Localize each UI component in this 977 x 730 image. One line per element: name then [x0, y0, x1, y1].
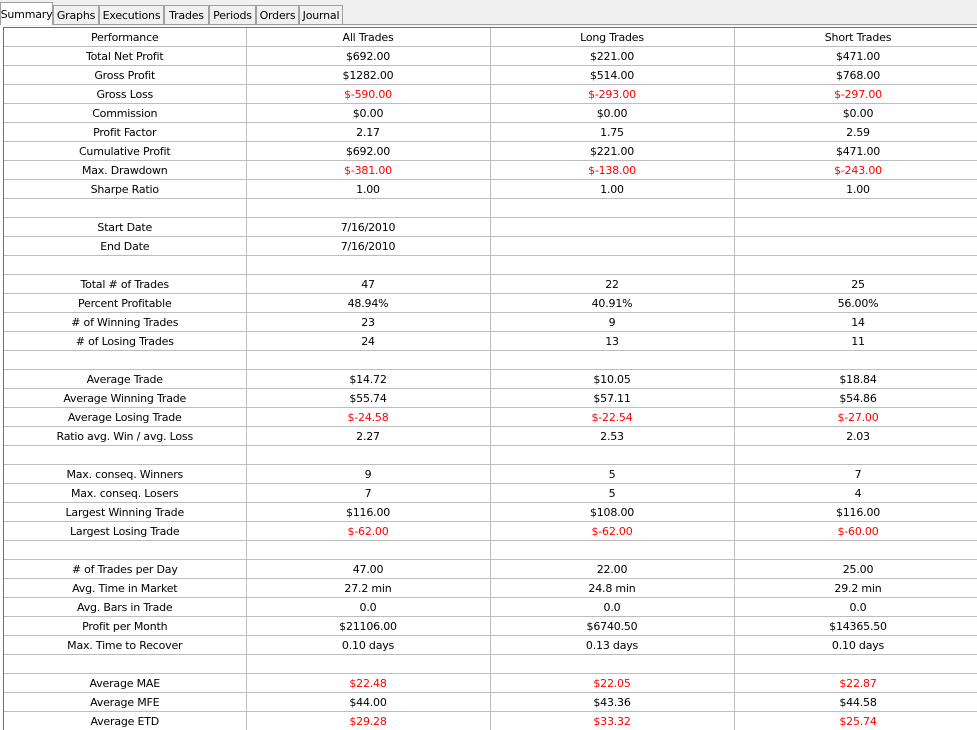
metric-value: $18.84 [734, 370, 977, 389]
metric-label: Average MFE [4, 693, 246, 712]
tab-bar-divider [0, 24, 977, 25]
table-row[interactable] [4, 674, 977, 693]
metric-label: Max. conseq. Losers [4, 484, 246, 503]
metric-value [734, 351, 977, 370]
metric-label: Profit Factor [4, 123, 246, 142]
metric-value: 9 [490, 313, 734, 332]
metric-value: 5 [490, 484, 734, 503]
metric-value: 1.00 [734, 180, 977, 199]
metric-value: $116.00 [246, 503, 490, 522]
metric-value: $22.87 [734, 674, 977, 693]
metric-value: $-297.00 [734, 85, 977, 104]
metric-label: Gross Loss [4, 85, 246, 104]
metric-value: $-590.00 [246, 85, 490, 104]
tab-periods[interactable]: Periods [209, 5, 256, 24]
metric-label: Gross Profit [4, 66, 246, 85]
metric-label: Percent Profitable [4, 294, 246, 313]
metric-value: 2.59 [734, 123, 977, 142]
metric-value: $-381.00 [246, 161, 490, 180]
metric-label [4, 655, 246, 674]
metric-label: Total # of Trades [4, 275, 246, 294]
metric-value [734, 655, 977, 674]
metric-label: Cumulative Profit [4, 142, 246, 161]
metric-value [734, 237, 977, 256]
metric-label: Largest Winning Trade [4, 503, 246, 522]
metric-value: $-293.00 [490, 85, 734, 104]
table-row[interactable] [4, 636, 977, 655]
table-row[interactable] [4, 503, 977, 522]
table-row[interactable] [4, 427, 977, 446]
metric-value: $0.00 [246, 104, 490, 123]
metric-value: $-138.00 [490, 161, 734, 180]
metric-label: Average Winning Trade [4, 389, 246, 408]
metric-value [490, 199, 734, 218]
table-row[interactable] [4, 351, 977, 370]
metric-value [734, 218, 977, 237]
metric-value: $55.74 [246, 389, 490, 408]
metric-value [490, 446, 734, 465]
metric-value [734, 541, 977, 560]
metric-value [734, 199, 977, 218]
metric-value: $-27.00 [734, 408, 977, 427]
metric-value: $-22.54 [490, 408, 734, 427]
metric-value: $57.11 [490, 389, 734, 408]
metric-value: 24 [246, 332, 490, 351]
metric-value: $25.74 [734, 712, 977, 730]
performance-table [4, 28, 977, 730]
metric-value: $33.32 [490, 712, 734, 730]
table-row[interactable] [4, 85, 977, 104]
tab-trades[interactable]: Trades [164, 5, 209, 24]
table-row[interactable] [4, 560, 977, 579]
header-row [4, 28, 977, 47]
table-row[interactable] [4, 66, 977, 85]
metric-value: $22.48 [246, 674, 490, 693]
metric-label: Max. Drawdown [4, 161, 246, 180]
column-header[interactable]: All Trades [246, 28, 490, 47]
metric-value: $108.00 [490, 503, 734, 522]
metric-value: $44.00 [246, 693, 490, 712]
metric-label: Sharpe Ratio [4, 180, 246, 199]
metric-value: 4 [734, 484, 977, 503]
metric-value: $-60.00 [734, 522, 977, 541]
metric-value: $768.00 [734, 66, 977, 85]
metric-value: 11 [734, 332, 977, 351]
metric-label: Start Date [4, 218, 246, 237]
metric-label: Max. Time to Recover [4, 636, 246, 655]
metric-value: 1.00 [490, 180, 734, 199]
metric-label [4, 199, 246, 218]
metric-value: 25.00 [734, 560, 977, 579]
table-row[interactable] [4, 199, 977, 218]
metric-value: $44.58 [734, 693, 977, 712]
metric-value: 0.0 [246, 598, 490, 617]
table-row[interactable] [4, 446, 977, 465]
metric-value: 7 [734, 465, 977, 484]
metric-value: 29.2 min [734, 579, 977, 598]
metric-label: Total Net Profit [4, 47, 246, 66]
metric-value: $-243.00 [734, 161, 977, 180]
metric-value: $116.00 [734, 503, 977, 522]
table-row[interactable] [4, 598, 977, 617]
metric-value: $221.00 [490, 47, 734, 66]
table-row[interactable] [4, 617, 977, 636]
metric-value: 7/16/2010 [246, 237, 490, 256]
metric-value [246, 199, 490, 218]
table-row[interactable] [4, 693, 977, 712]
metric-value: $14.72 [246, 370, 490, 389]
table-row[interactable] [4, 408, 977, 427]
table-row[interactable] [4, 104, 977, 123]
tab-bar [0, 0, 977, 26]
metric-value: $0.00 [734, 104, 977, 123]
metric-value: 22.00 [490, 560, 734, 579]
metric-label: Largest Losing Trade [4, 522, 246, 541]
metric-value: 27.2 min [246, 579, 490, 598]
table-row[interactable] [4, 541, 977, 560]
table-row[interactable] [4, 712, 977, 730]
metric-value: $1282.00 [246, 66, 490, 85]
column-header[interactable]: Performance [4, 28, 246, 47]
table-row[interactable] [4, 465, 977, 484]
metric-label: Commission [4, 104, 246, 123]
metric-label: # of Trades per Day [4, 560, 246, 579]
tab-executions[interactable]: Executions [99, 5, 164, 24]
metric-value [490, 655, 734, 674]
tab-journal[interactable]: Journal [299, 5, 343, 24]
metric-label: Avg. Bars in Trade [4, 598, 246, 617]
metric-label: Avg. Time in Market [4, 579, 246, 598]
table-row[interactable] [4, 161, 977, 180]
metric-value: 2.27 [246, 427, 490, 446]
metric-value: 40.91% [490, 294, 734, 313]
table-row[interactable] [4, 180, 977, 199]
metric-value: 2.03 [734, 427, 977, 446]
summary-grid [3, 27, 977, 730]
table-row[interactable] [4, 218, 977, 237]
metric-value: 7 [246, 484, 490, 503]
metric-value [490, 218, 734, 237]
metric-value [734, 256, 977, 275]
table-row[interactable] [4, 332, 977, 351]
metric-value [246, 655, 490, 674]
metric-value: $6740.50 [490, 617, 734, 636]
metric-label: # of Winning Trades [4, 313, 246, 332]
metric-value: 14 [734, 313, 977, 332]
metric-value: 0.10 days [246, 636, 490, 655]
metric-value: $43.36 [490, 693, 734, 712]
metric-value: $-24.58 [246, 408, 490, 427]
metric-value [246, 256, 490, 275]
metric-label: Ratio avg. Win / avg. Loss [4, 427, 246, 446]
metric-value: 13 [490, 332, 734, 351]
metric-value: 47 [246, 275, 490, 294]
metric-value [734, 446, 977, 465]
metric-value [490, 256, 734, 275]
metric-value: $10.05 [490, 370, 734, 389]
table-row[interactable] [4, 579, 977, 598]
metric-value: $21106.00 [246, 617, 490, 636]
tab-orders[interactable]: Orders [256, 5, 299, 24]
table-row[interactable] [4, 655, 977, 674]
metric-label [4, 256, 246, 275]
table-row[interactable] [4, 142, 977, 161]
metric-value [246, 541, 490, 560]
metric-label: End Date [4, 237, 246, 256]
table-row[interactable] [4, 275, 977, 294]
metric-value: 23 [246, 313, 490, 332]
metric-value: 1.75 [490, 123, 734, 142]
metric-value [490, 237, 734, 256]
metric-label: Average Trade [4, 370, 246, 389]
metric-label [4, 541, 246, 560]
tab-summary[interactable]: Summary [0, 2, 53, 25]
metric-label: Average Losing Trade [4, 408, 246, 427]
metric-value: $221.00 [490, 142, 734, 161]
table-row[interactable] [4, 294, 977, 313]
table-row[interactable] [4, 370, 977, 389]
metric-value: $0.00 [490, 104, 734, 123]
metric-value: $22.05 [490, 674, 734, 693]
metric-value: 0.0 [490, 598, 734, 617]
metric-label: Average MAE [4, 674, 246, 693]
table-body [4, 47, 977, 730]
metric-value: $54.86 [734, 389, 977, 408]
metric-label: # of Losing Trades [4, 332, 246, 351]
column-header[interactable]: Long Trades [490, 28, 734, 47]
metric-value: 1.00 [246, 180, 490, 199]
metric-value [490, 351, 734, 370]
metric-value: $29.28 [246, 712, 490, 730]
metric-value: $-62.00 [246, 522, 490, 541]
table-row[interactable] [4, 123, 977, 142]
table-row[interactable] [4, 313, 977, 332]
table-row[interactable] [4, 237, 977, 256]
metric-value: $692.00 [246, 142, 490, 161]
metric-label: Max. conseq. Winners [4, 465, 246, 484]
metric-value: 0.10 days [734, 636, 977, 655]
metric-value: $692.00 [246, 47, 490, 66]
metric-value: 0.13 days [490, 636, 734, 655]
metric-value [490, 541, 734, 560]
metric-value: 9 [246, 465, 490, 484]
table-row[interactable] [4, 389, 977, 408]
metric-value: 25 [734, 275, 977, 294]
table-row[interactable] [4, 484, 977, 503]
metric-value: $514.00 [490, 66, 734, 85]
metric-label: Profit per Month [4, 617, 246, 636]
metric-value: 2.17 [246, 123, 490, 142]
metric-value: 0.0 [734, 598, 977, 617]
metric-value [246, 446, 490, 465]
metric-label [4, 351, 246, 370]
column-header[interactable]: Short Trades [734, 28, 977, 47]
metric-label [4, 446, 246, 465]
metric-value: 5 [490, 465, 734, 484]
metric-value: 56.00% [734, 294, 977, 313]
metric-value: $471.00 [734, 47, 977, 66]
metric-value: $-62.00 [490, 522, 734, 541]
metric-value [246, 351, 490, 370]
metric-value: 22 [490, 275, 734, 294]
table-row[interactable] [4, 47, 977, 66]
metric-value: 47.00 [246, 560, 490, 579]
metric-value: $471.00 [734, 142, 977, 161]
metric-label: Average ETD [4, 712, 246, 730]
table-row[interactable] [4, 256, 977, 275]
table-row[interactable] [4, 522, 977, 541]
metric-value: 2.53 [490, 427, 734, 446]
metric-value: 48.94% [246, 294, 490, 313]
tab-graphs[interactable]: Graphs [53, 5, 99, 24]
metric-value: 24.8 min [490, 579, 734, 598]
metric-value: $14365.50 [734, 617, 977, 636]
metric-value: 7/16/2010 [246, 218, 490, 237]
